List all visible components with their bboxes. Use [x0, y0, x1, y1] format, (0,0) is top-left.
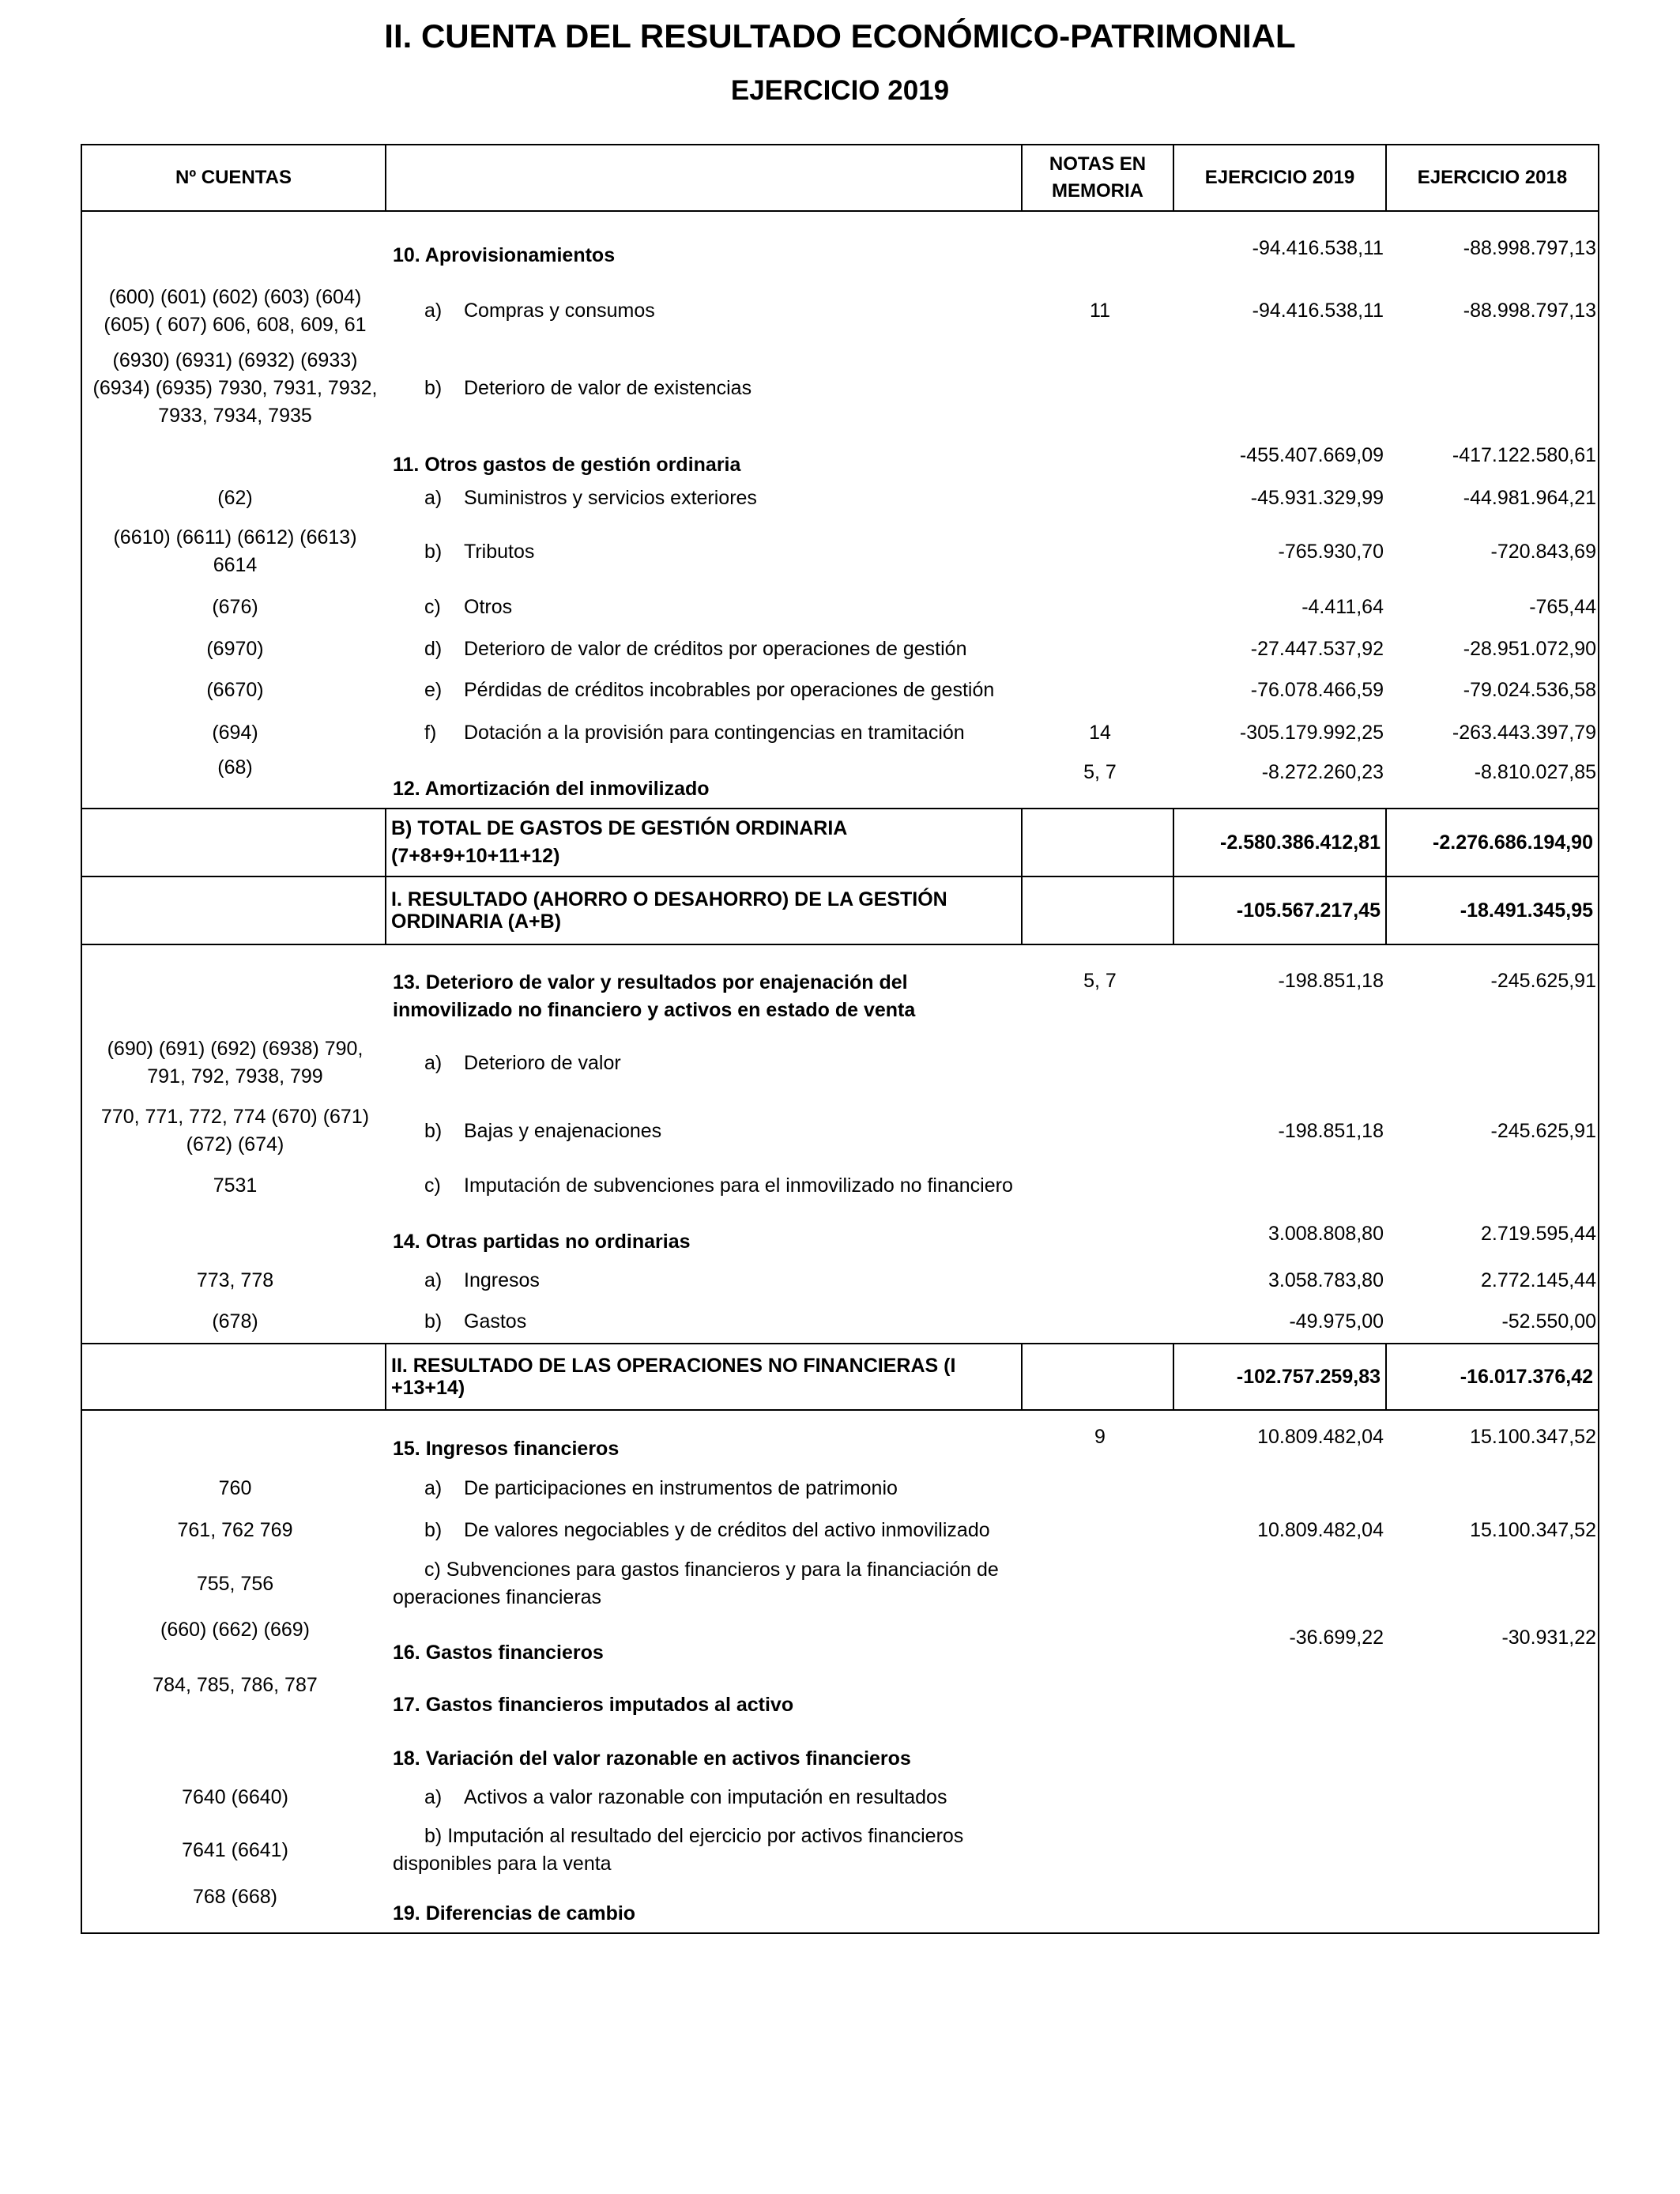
row-2019 [1176, 1468, 1388, 1509]
row-2019 [1176, 1672, 1388, 1724]
row-2019: -198.851,18 [1278, 970, 1384, 992]
row-cuentas: (694) [212, 721, 258, 744]
row-cuentas: (660) (662) (669) [160, 1619, 310, 1641]
row-2018: -44.981.964,21 [1463, 487, 1596, 509]
row-label: b) [424, 540, 443, 563]
header-notas: NOTAS EN MEMORIA [1022, 145, 1173, 211]
table-row [82, 754, 1601, 808]
row-label: a) [424, 1051, 443, 1074]
row-label: b) [424, 1518, 443, 1541]
row-concept: Imputación de subvenciones para el inmovilizado no financiero [464, 1174, 1013, 1197]
row-2018: 15.100.347,52 [1470, 1518, 1596, 1541]
row-cuentas: (6670) [206, 679, 264, 701]
row-label: b) [424, 376, 443, 399]
row-2018: -8.810.027,85 [1474, 761, 1596, 783]
row-nota [1024, 1029, 1176, 1097]
row-nota [1024, 1165, 1176, 1207]
row-cuentas: 7531 [213, 1174, 258, 1197]
table-row [82, 1551, 1601, 1616]
row-nota [1024, 1817, 1176, 1883]
row-cuentas: 760 [218, 1476, 252, 1499]
table-row [82, 345, 1601, 432]
row-2019: -36.699,22 [1289, 1627, 1384, 1649]
row-concept: Bajas y enajenaciones [464, 1119, 662, 1142]
table-row [82, 628, 1601, 669]
header-ej2019: EJERCICIO 2019 [1173, 145, 1386, 211]
row-concept: De participaciones en instrumentos de patrimonio [464, 1476, 898, 1499]
row-cuentas: 770, 771, 772, 774 (670) (671) (672) (674) [100, 1106, 370, 1155]
row-concept: Dotación a la provisión para contingencias en tramitación [464, 721, 965, 744]
row-nota [1024, 669, 1176, 711]
page-title: II. CUENTA DEL RESULTADO ECONÓMICO-PATRIMONIAL [384, 17, 1296, 55]
table-row [82, 1468, 1601, 1509]
row-concept: Tributos [464, 540, 535, 563]
row-2018: 2.772.145,44 [1481, 1269, 1596, 1291]
row-2019: 10.809.482,04 [1257, 1426, 1384, 1448]
row-concept: Deterioro de valor de créditos por operaciones de gestión [464, 637, 967, 660]
table-header-row [81, 145, 1599, 211]
row-nota [1024, 345, 1176, 432]
row-2018 [1388, 1468, 1601, 1509]
row-2019: -94.416.538,11 [1252, 237, 1384, 259]
row-nota [1024, 518, 1176, 586]
row-label: e) [424, 679, 443, 701]
row-nota [1024, 432, 1176, 479]
row-2018: -417.122.580,61 [1452, 443, 1596, 466]
row-2019: -27.447.537,92 [1250, 637, 1384, 660]
row-2018: -765,44 [1529, 595, 1596, 618]
table-row [82, 1165, 1601, 1207]
row-cuentas [82, 432, 388, 479]
row-cuentas: (676) [212, 595, 258, 618]
row-cuentas [82, 945, 388, 1029]
row-nota [1024, 628, 1176, 669]
row-cuentas [82, 212, 388, 277]
row-label: d) [424, 637, 443, 660]
table-row [82, 432, 1601, 479]
result-i-row [81, 876, 1599, 944]
row-cuentas [82, 1411, 388, 1468]
total-gastos-row [81, 809, 1599, 876]
table-row [82, 586, 1601, 628]
table-row [82, 711, 1601, 754]
row-nota [1024, 479, 1176, 518]
row-cuentas: (68) [217, 756, 253, 778]
row-concept: Otros [464, 595, 513, 618]
table-row [82, 1097, 1601, 1165]
row-2018: -263.443.397,79 [1452, 721, 1596, 744]
result-i-2018: -18.491.345,95 [1386, 876, 1599, 944]
row-cuentas: 7640 (6640) [182, 1785, 288, 1808]
row-cuentas: 755, 756 [196, 1572, 274, 1595]
row-concept: 18. Variación del valor razonable en activos financieros [393, 1747, 911, 1770]
row-cuentas: 773, 778 [196, 1269, 274, 1291]
row-2018 [1388, 1551, 1601, 1616]
row-label: a) [424, 300, 443, 322]
table-row [82, 945, 1601, 1029]
result-ii-row [81, 1344, 1599, 1410]
table-row [82, 1724, 1601, 1777]
row-nota: 11 [1090, 300, 1110, 322]
row-2019 [1176, 345, 1388, 432]
section-no-financieras [81, 944, 1599, 1344]
row-nota [1024, 212, 1176, 277]
row-2018: -245.625,91 [1490, 1119, 1596, 1142]
row-2018 [1388, 1817, 1601, 1883]
row-cuentas: (6930) (6931) (6932) (6933) (6934) (6935) 7930, 7931, 7932, 7933, 7934, 7935 [92, 349, 378, 427]
row-label: a) [424, 1785, 443, 1808]
section-financieras [81, 1410, 1599, 1933]
row-2019 [1176, 1883, 1388, 1932]
table-row [82, 1817, 1601, 1883]
row-2018 [1388, 1029, 1601, 1097]
row-2019: -4.411,64 [1301, 595, 1384, 618]
results-table [81, 144, 1599, 1934]
header-ej2018: EJERCICIO 2018 [1386, 145, 1599, 211]
table-row [82, 1616, 1601, 1672]
table-row [82, 1411, 1601, 1468]
row-concept: 10. Aprovisionamientos [393, 244, 616, 266]
result-ii-2019: -102.757.259,83 [1173, 1344, 1386, 1410]
row-concept: De valores negociables y de créditos del activo inmovilizado [464, 1518, 990, 1541]
row-2019 [1176, 1165, 1388, 1207]
row-2018: -30.931,22 [1501, 1627, 1596, 1649]
row-nota: 14 [1089, 721, 1111, 744]
row-concept: 15. Ingresos financieros [393, 1438, 620, 1460]
table-row [82, 1300, 1601, 1343]
row-cuentas: 768 (668) [192, 1886, 278, 1908]
table-row [82, 277, 1601, 345]
total-b-2019: -2.580.386.412,81 [1173, 809, 1386, 876]
row-2019: 3.058.783,80 [1268, 1269, 1384, 1291]
row-2019: -49.975,00 [1289, 1310, 1384, 1333]
row-2018: -88.998.797,13 [1463, 300, 1596, 322]
block1-rows [82, 212, 1601, 808]
row-2018 [1388, 1724, 1601, 1777]
row-concept: 14. Otras partidas no ordinarias [393, 1231, 691, 1253]
row-2019: 3.008.808,80 [1268, 1222, 1384, 1245]
row-concept: 19. Diferencias de cambio [393, 1902, 636, 1924]
row-2019 [1176, 1817, 1388, 1883]
row-concept: 16. Gastos financieros [393, 1642, 604, 1664]
row-2019: -765.930,70 [1278, 540, 1384, 563]
total-b-title: B) TOTAL DE GASTOS DE GESTIÓN ORDINARIA [391, 817, 848, 839]
row-concept: Activos a valor razonable con imputación en resultados [464, 1785, 947, 1808]
row-2019 [1176, 1029, 1388, 1097]
row-concept: Suministros y servicios exteriores [464, 487, 757, 509]
row-nota [1024, 1551, 1176, 1616]
row-2019: -455.407.669,09 [1239, 443, 1384, 466]
row-2019: -305.179.992,25 [1239, 721, 1384, 744]
row-2018: -720.843,69 [1490, 540, 1596, 563]
row-nota: 5, 7 [1083, 761, 1117, 783]
row-nota [1024, 1468, 1176, 1509]
row-cuentas [82, 1207, 388, 1261]
row-nota [1024, 1883, 1176, 1932]
row-2019: -94.416.538,11 [1252, 300, 1384, 322]
row-label: c) [424, 595, 441, 618]
row-concept: Imputación al resultado del ejercicio por activos financieros disponibles para la venta [393, 1825, 964, 1875]
row-nota [1024, 1672, 1176, 1724]
row-label: a) [424, 1476, 443, 1499]
row-2018: 15.100.347,52 [1470, 1426, 1596, 1448]
table-row [82, 1207, 1601, 1261]
row-nota: 5, 7 [1083, 970, 1117, 992]
row-concept: Pérdidas de créditos incobrables por operaciones de gestión [464, 679, 995, 701]
table-row [82, 1883, 1601, 1932]
row-nota [1024, 1777, 1176, 1817]
row-label: c) [424, 1559, 441, 1581]
row-2019: -76.078.466,59 [1250, 679, 1384, 701]
table-row [82, 1509, 1601, 1551]
result-i-concept: I. RESULTADO (AHORRO O DESAHORRO) DE LA GESTIÓN ORDINARIA (A+B) [386, 876, 1022, 944]
row-concept: Subvenciones para gastos financieros y para la financiación de operaciones financieras [393, 1559, 999, 1608]
row-cuentas: (678) [212, 1310, 258, 1333]
block2-rows [82, 945, 1601, 1343]
row-2019 [1176, 1777, 1388, 1817]
row-2019: -8.272.260,23 [1261, 761, 1384, 783]
table-row [82, 479, 1601, 518]
row-cuentas: (690) (691) (692) (6938) 790, 791, 792, 7938, 799 [107, 1038, 363, 1088]
section-gastos-gestion [81, 211, 1599, 809]
row-concept: 17. Gastos financieros imputados al activo [393, 1694, 794, 1716]
table-row [82, 518, 1601, 586]
row-label: b) [424, 1119, 443, 1142]
row-2018 [1388, 1883, 1601, 1932]
row-label: f) [424, 721, 437, 744]
total-b-2018: -2.276.686.194,90 [1386, 809, 1599, 876]
header-cuentas: Nº CUENTAS [81, 145, 386, 211]
row-2019: -45.931.329,99 [1250, 487, 1384, 509]
table-row [82, 212, 1601, 277]
row-concept: 12. Amortización del inmovilizado [393, 778, 710, 800]
row-nota: 9 [1094, 1426, 1106, 1448]
result-i-2019: -105.567.217,45 [1173, 876, 1386, 944]
row-cuentas: 784, 785, 786, 787 [153, 1674, 318, 1696]
row-concept: Deterioro de valor [464, 1051, 621, 1074]
row-label: a) [424, 487, 443, 509]
row-concept: 11. Otros gastos de gestión ordinaria [393, 454, 741, 476]
table-row [82, 1672, 1601, 1724]
row-2018 [1388, 1165, 1601, 1207]
row-2019: -198.851,18 [1278, 1119, 1384, 1142]
row-2018: -28.951.072,90 [1463, 637, 1596, 660]
block3-rows [82, 1411, 1601, 1932]
table-row [82, 669, 1601, 711]
row-label: b) [424, 1825, 443, 1847]
row-nota [1024, 1616, 1176, 1672]
table-row [82, 1777, 1601, 1817]
row-2018: -52.550,00 [1501, 1310, 1596, 1333]
row-2019: 10.809.482,04 [1257, 1518, 1384, 1541]
row-2018 [1388, 1777, 1601, 1817]
row-2019 [1176, 1724, 1388, 1777]
row-cuentas: (6970) [206, 637, 264, 660]
row-concept: Deterioro de valor de existencias [464, 376, 752, 399]
row-concept: Gastos [464, 1310, 527, 1333]
row-nota [1024, 1724, 1176, 1777]
row-label: a) [424, 1269, 443, 1291]
row-cuentas: 761, 762 769 [177, 1518, 293, 1541]
row-nota [1024, 1261, 1176, 1300]
row-label: b) [424, 1310, 443, 1333]
row-2018 [1388, 1672, 1601, 1724]
row-concept: 13. Deterioro de valor y resultados por enajenación del inmovilizado no financiero y activos en estado de venta [393, 971, 916, 1021]
row-cuentas: (62) [217, 487, 253, 509]
row-nota [1024, 1207, 1176, 1261]
page-subtitle: EJERCICIO 2019 [730, 75, 950, 106]
row-cuentas: 7641 (6641) [182, 1838, 288, 1861]
row-cuentas: (600) (601) (602) (603) (604) (605) ( 607) 606, 608, 609, 61 [104, 285, 367, 336]
row-2019 [1176, 1551, 1388, 1616]
row-label: c) [424, 1174, 441, 1197]
row-2018: -245.625,91 [1490, 970, 1596, 992]
table-row [82, 1029, 1601, 1097]
row-nota [1024, 586, 1176, 628]
row-nota [1024, 1300, 1176, 1343]
row-nota [1024, 1509, 1176, 1551]
row-nota [1024, 1097, 1176, 1165]
header-concept [386, 145, 1022, 211]
result-ii-2018: -16.017.376,42 [1386, 1344, 1599, 1410]
row-cuentas: (6610) (6611) (6612) (6613) 6614 [113, 526, 357, 576]
row-2018: -79.024.536,58 [1463, 679, 1596, 701]
table-row [82, 1261, 1601, 1300]
row-concept: Compras y consumos [464, 300, 655, 322]
row-2018: -88.998.797,13 [1463, 237, 1596, 259]
row-concept: Ingresos [464, 1269, 540, 1291]
row-cuentas [82, 1724, 388, 1777]
result-ii-concept: II. RESULTADO DE LAS OPERACIONES NO FINANCIERAS (I +13+14) [386, 1344, 1022, 1410]
total-b-formula: (7+8+9+10+11+12) [391, 845, 560, 867]
row-2018 [1388, 345, 1601, 432]
row-2018: 2.719.595,44 [1481, 1222, 1596, 1245]
